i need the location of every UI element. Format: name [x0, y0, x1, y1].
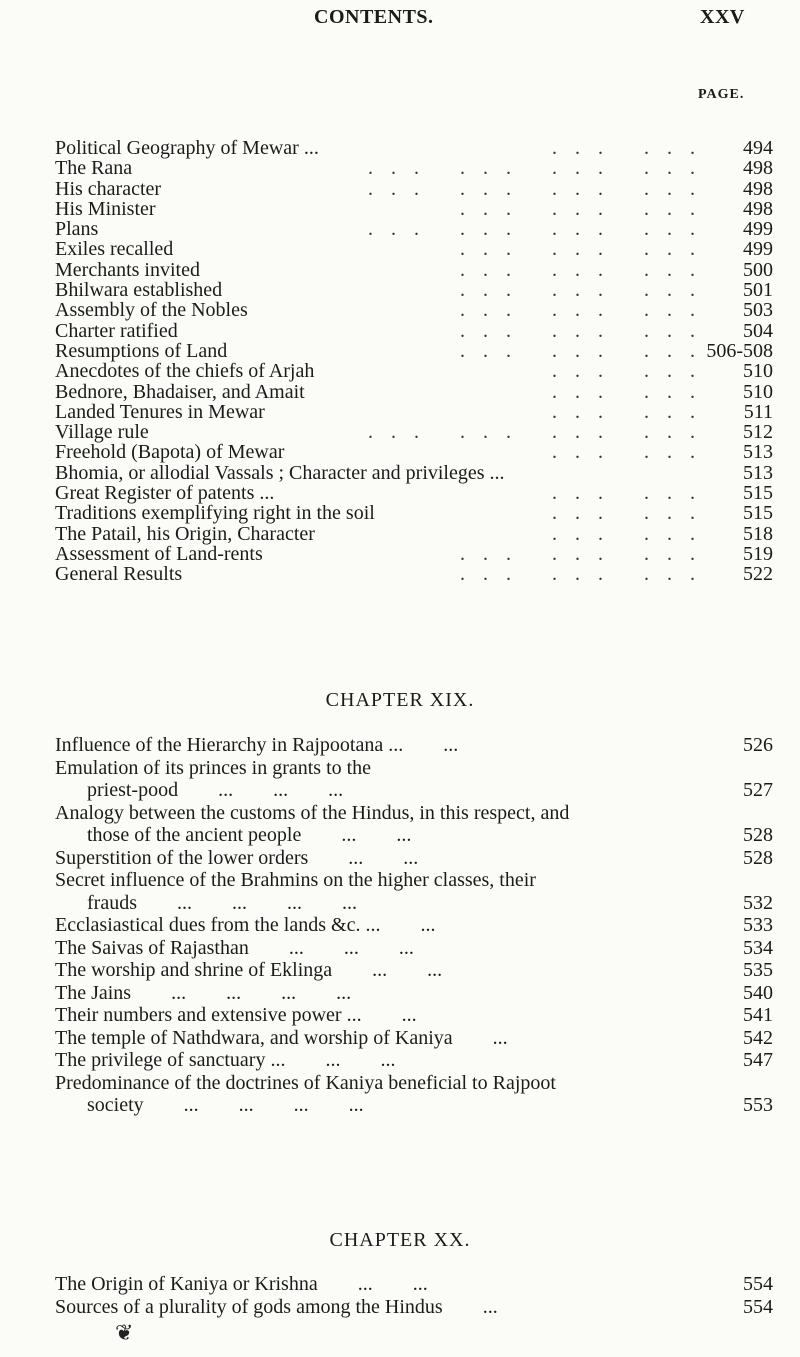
leader-dots: ... ...: [552, 522, 713, 545]
entry-title: Assessment of Land-rents: [55, 542, 263, 565]
contents-entry: [55, 1072, 775, 1117]
entry-page-number: 542: [743, 1026, 773, 1049]
leader-dots: ... ...: [552, 360, 713, 383]
entry-title: Analogy between the customs of the Hindus, in this respect, and: [55, 801, 570, 824]
entry-page-number: 518: [743, 522, 773, 545]
entry-title: Merchants invited: [55, 258, 200, 281]
entry-page-number: 540: [743, 981, 773, 1004]
entry-title: priest-pood ... ... ... 527: [87, 779, 773, 801]
entry-title: society ... ... ... ... 553: [87, 1094, 773, 1116]
entry-page-number: 501: [743, 279, 773, 302]
entry-title: Secret influence of the Brahmins on the higher classes, their: [55, 869, 536, 891]
entry-page-number: 541: [743, 1004, 773, 1026]
entry-page-number: 510: [743, 360, 773, 383]
entry-title: Ecclasiastical dues from the lands &c. ... ... 533: [55, 914, 773, 936]
entry-page-number: 498: [743, 177, 773, 200]
entry-page-number: 528: [743, 846, 773, 869]
contents-entry: [55, 524, 775, 544]
entry-title: General Results: [55, 563, 183, 586]
entry-title: Anecdotes of the chiefs of Arjah: [55, 360, 315, 383]
entry-page-number: 503: [743, 299, 773, 322]
contents-entry: [55, 1273, 775, 1296]
contents-entry: [55, 179, 775, 199]
contents-entry: [55, 422, 775, 442]
contents-entry: [55, 1004, 775, 1027]
entry-title: Bhilwara established: [55, 279, 223, 302]
entry-title: Exiles recalled: [55, 238, 174, 261]
leader-dots: ... ...: [552, 400, 713, 423]
leader-dots: ... ...: [552, 502, 713, 525]
leader-dots: ... ... ...: [460, 197, 713, 220]
entry-page-number: 494: [743, 137, 773, 159]
contents-entry: [55, 321, 775, 341]
contents-entry: [55, 959, 775, 982]
contents-entry: [55, 564, 775, 584]
entry-title: The Origin of Kaniya or Krishna ... ... 554: [55, 1273, 773, 1295]
leader-dots: ... ...: [552, 137, 713, 159]
leader-dots: ... ... ...: [460, 258, 713, 281]
entry-page-number: 498: [743, 197, 773, 220]
entry-page-number: 499: [743, 218, 773, 241]
leader-dots: ... ... ...: [460, 319, 713, 342]
printer-ornament-icon: ❦: [115, 1320, 134, 1345]
entry-title: The Rana: [55, 157, 133, 180]
contents-entry: [55, 219, 775, 239]
entry-title: Bhomia, or allodial Vassals ; Character and privileges ...: [55, 461, 505, 484]
leader-dots: ... ...: [552, 482, 713, 505]
entry-page-number: 515: [743, 482, 773, 505]
entry-title: Village rule: [55, 421, 149, 444]
contents-entry: [55, 402, 775, 422]
page-column-label: PAGE.: [698, 87, 745, 102]
contents-entry: [55, 300, 775, 320]
entry-page-number: 511: [743, 400, 773, 423]
entry-page-number: 533: [743, 914, 773, 936]
leader-dots: ... ... ...: [460, 299, 713, 322]
leader-dots: ... ... ...: [460, 279, 713, 302]
contents-entry: [55, 442, 775, 462]
entry-title: those of the ancient people ... ... 528: [87, 824, 773, 846]
entry-title: Resumptions of Land: [55, 339, 228, 362]
entry-page-number: 534: [743, 936, 773, 959]
entry-title: The temple of Nathdwara, and worship of Kaniya ... 542: [55, 1026, 773, 1049]
entry-title: The Patail, his Origin, Character: [55, 522, 315, 545]
entry-page-number: 532: [743, 891, 773, 914]
entry-title: Predominance of the doctrines of Kaniya beneficial to Rajpoot: [55, 1071, 556, 1094]
contents-entry: [55, 260, 775, 280]
leader-dots: ... ... ...: [460, 563, 713, 586]
chapter-xx-entries: [55, 1273, 775, 1318]
contents-entry: [55, 1296, 775, 1319]
entry-page-number: 498: [743, 157, 773, 180]
contents-entry: [55, 503, 775, 523]
entry-title: frauds ... ... ... ... 532: [87, 891, 773, 914]
page-number-roman: XXV: [700, 6, 745, 28]
entry-page-number: 506-508: [706, 339, 773, 362]
contents-entry: [55, 483, 775, 503]
entry-title: Their numbers and extensive power ... ... 541: [55, 1004, 773, 1026]
entry-title: Political Geography of Mewar ...: [55, 137, 319, 159]
entry-title: Plans: [55, 218, 99, 241]
entry-title: Sources of a plurality of gods among the Hindus ... 554: [55, 1295, 773, 1318]
contents-entry: [55, 734, 775, 757]
contents-entry: [55, 239, 775, 259]
contents-entry: [55, 361, 775, 381]
entry-page-number: 554: [743, 1273, 773, 1295]
leader-dots: ... ...: [552, 441, 713, 464]
leader-dots: ... ... ... ...: [368, 218, 713, 241]
contents-entry: [55, 937, 775, 960]
entry-page-number: 513: [743, 441, 773, 464]
contents-entry: [55, 463, 775, 483]
entry-title: Freehold (Bapota) of Mewar: [55, 441, 285, 464]
contents-entry: [55, 1049, 775, 1072]
entry-title: Traditions exemplifying right in the soil: [55, 502, 375, 525]
entry-page-number: 504: [743, 319, 773, 342]
leader-dots: ... ... ... ...: [368, 157, 713, 180]
leader-dots: ... ... ...: [460, 542, 713, 565]
entry-title: The Jains ... ... ... ... 540: [55, 981, 773, 1004]
entry-title: Charter ratified: [55, 319, 178, 342]
contents-list-section: [55, 138, 775, 585]
entry-title: His character: [55, 177, 162, 200]
entry-page-number: 554: [743, 1295, 773, 1318]
contents-entry: [55, 757, 775, 802]
contents-entry: [55, 138, 775, 158]
contents-entry: [55, 869, 775, 914]
entry-title: Superstition of the lower orders ... ... 528: [55, 846, 773, 869]
contents-entry: [55, 982, 775, 1005]
entry-title: The Saivas of Rajasthan ... ... ... 534: [55, 936, 773, 959]
contents-entry: [55, 544, 775, 564]
contents-entry: [55, 280, 775, 300]
chapter-xix-heading: CHAPTER XIX.: [325, 689, 475, 711]
entry-title: Bednore, Bhadaiser, and Amait: [55, 380, 305, 403]
contents-entry: [55, 158, 775, 178]
entry-page-number: 528: [743, 824, 773, 846]
entry-title: Assembly of the Nobles: [55, 299, 248, 322]
contents-entry: [55, 382, 775, 402]
entry-page-number: 513: [743, 461, 773, 484]
entry-page-number: 526: [743, 734, 773, 756]
entry-page-number: 527: [743, 779, 773, 801]
entry-page-number: 500: [743, 258, 773, 281]
leader-dots: ... ...: [552, 380, 713, 403]
leader-dots: ... ... ...: [460, 238, 713, 261]
entry-page-number: 510: [743, 380, 773, 403]
leader-dots: ... ... ... ...: [368, 177, 713, 200]
contents-entry: [55, 847, 775, 870]
entry-title: Emulation of its princes in grants to the: [55, 756, 372, 779]
entry-page-number: 499: [743, 238, 773, 261]
contents-entry: [55, 914, 775, 937]
entry-title: His Minister: [55, 197, 156, 220]
contents-entry: [55, 341, 775, 361]
entry-page-number: 519: [743, 542, 773, 565]
leader-dots: ... ... ...: [460, 339, 713, 362]
entry-page-number: 553: [743, 1094, 773, 1116]
contents-entry: [55, 199, 775, 219]
chapter-xx-heading: CHAPTER XX.: [329, 1229, 471, 1251]
entry-page-number: 535: [743, 959, 773, 981]
entry-page-number: 515: [743, 502, 773, 525]
chapter-xix-entries: [55, 734, 775, 1117]
entry-page-number: 547: [743, 1049, 773, 1071]
entry-title: Landed Tenures in Mewar: [55, 400, 265, 423]
entry-title: Great Register of patents ...: [55, 482, 275, 505]
entry-page-number: 512: [743, 421, 773, 444]
leader-dots: ... ... ... ...: [368, 421, 713, 444]
entry-title: The worship and shrine of Eklinga ... ... 535: [55, 959, 773, 981]
contents-entry: [55, 802, 775, 847]
entry-title: Influence of the Hierarchy in Rajpootana ... ... 526: [55, 734, 773, 756]
running-header-title: CONTENTS.: [314, 6, 434, 28]
entry-page-number: 522: [743, 563, 773, 586]
entry-title: The privilege of sanctuary ... ... ... 547: [55, 1049, 773, 1071]
contents-entry: [55, 1027, 775, 1050]
